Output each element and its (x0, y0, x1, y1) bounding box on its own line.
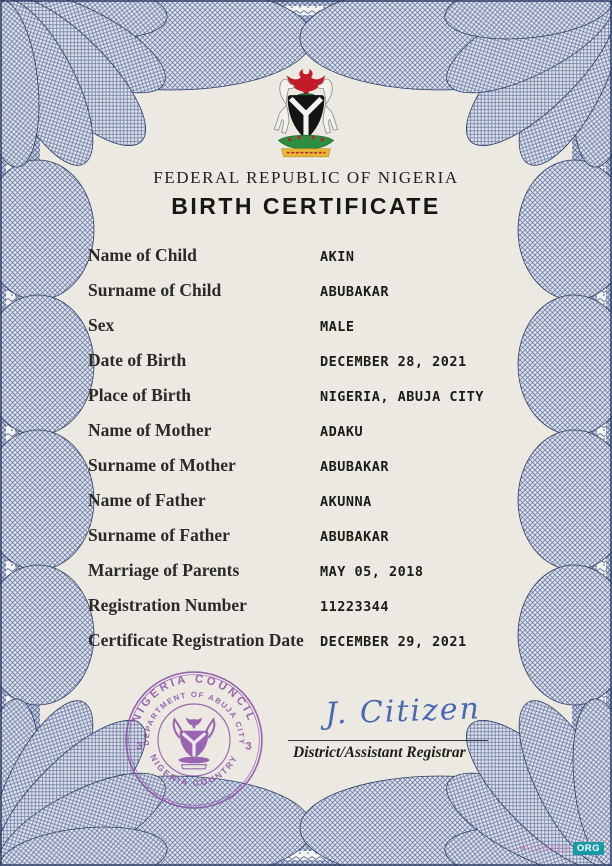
stamp-outer-text: NIGERIA COUNCIL (130, 673, 258, 725)
fields-list (88, 244, 558, 664)
field-value: DECEMBER 28, 2021 (320, 354, 467, 370)
field-row (88, 524, 558, 546)
field-label: Date of Birth (88, 350, 187, 370)
stamp-bottom-text: NIGERIA COUNTRY (148, 752, 240, 789)
field-label: Name of Father (88, 490, 206, 510)
watermark-text: CENTER (529, 843, 570, 854)
field-label: Place of Birth (88, 385, 192, 405)
official-stamp (122, 668, 266, 812)
field-row (88, 384, 558, 406)
field-value: ABUBAKAR (320, 459, 390, 475)
field-label: Marriage of Parents (88, 560, 240, 580)
watermark-org-badge: ORG (573, 842, 604, 855)
field-value: MALE (320, 319, 355, 335)
watermark (519, 842, 604, 855)
document-title: BIRTH CERTIFICATE (171, 193, 441, 219)
field-row (88, 629, 558, 651)
field-label: Surname of Child (88, 280, 222, 300)
registrar-signature: J. Citizen (324, 691, 482, 732)
signature-line (288, 740, 488, 741)
field-label: Surname of Father (88, 525, 230, 545)
stamp-side-mark-left: 3 (136, 740, 143, 753)
field-row (88, 314, 558, 336)
field-row (88, 349, 558, 371)
field-value: NIGERIA, ABUJA CITY (320, 389, 484, 405)
field-value: AKIN (320, 249, 355, 265)
field-row (88, 279, 558, 301)
field-label: Registration Number (88, 595, 247, 615)
stamp-side-mark-right: 3 (245, 740, 252, 753)
field-label: Name of Mother (88, 420, 212, 440)
field-row (88, 559, 558, 581)
stamp-middle-text: DEPARTMENT OF ABUJA CITY (141, 689, 247, 746)
field-value: 11223344 (320, 599, 390, 615)
field-value: ABUBAKAR (320, 529, 390, 545)
field-value: AKUNNA (320, 494, 372, 510)
field-label: Certificate Registration Date (88, 630, 304, 650)
registrar-role: District/Assistant Registrar (293, 744, 466, 761)
field-row (88, 489, 558, 511)
field-row (88, 244, 558, 266)
field-value: ADAKU (320, 424, 364, 440)
field-row (88, 419, 558, 441)
nigeria-coat-of-arms-icon (243, 64, 369, 166)
field-row (88, 594, 558, 616)
field-value: ABUBAKAR (320, 284, 390, 300)
field-row (88, 454, 558, 476)
field-value: DECEMBER 29, 2021 (320, 634, 467, 650)
field-value: MAY 05, 2018 (320, 564, 424, 580)
field-label: Surname of Mother (88, 455, 236, 475)
stamp-coat-of-arms-icon (174, 717, 215, 768)
sparkle-icon: ✦ (519, 843, 527, 853)
field-label: Sex (88, 315, 115, 335)
field-label: Name of Child (88, 245, 197, 265)
country-title: FEDERAL REPUBLIC OF NIGERIA (153, 168, 459, 187)
